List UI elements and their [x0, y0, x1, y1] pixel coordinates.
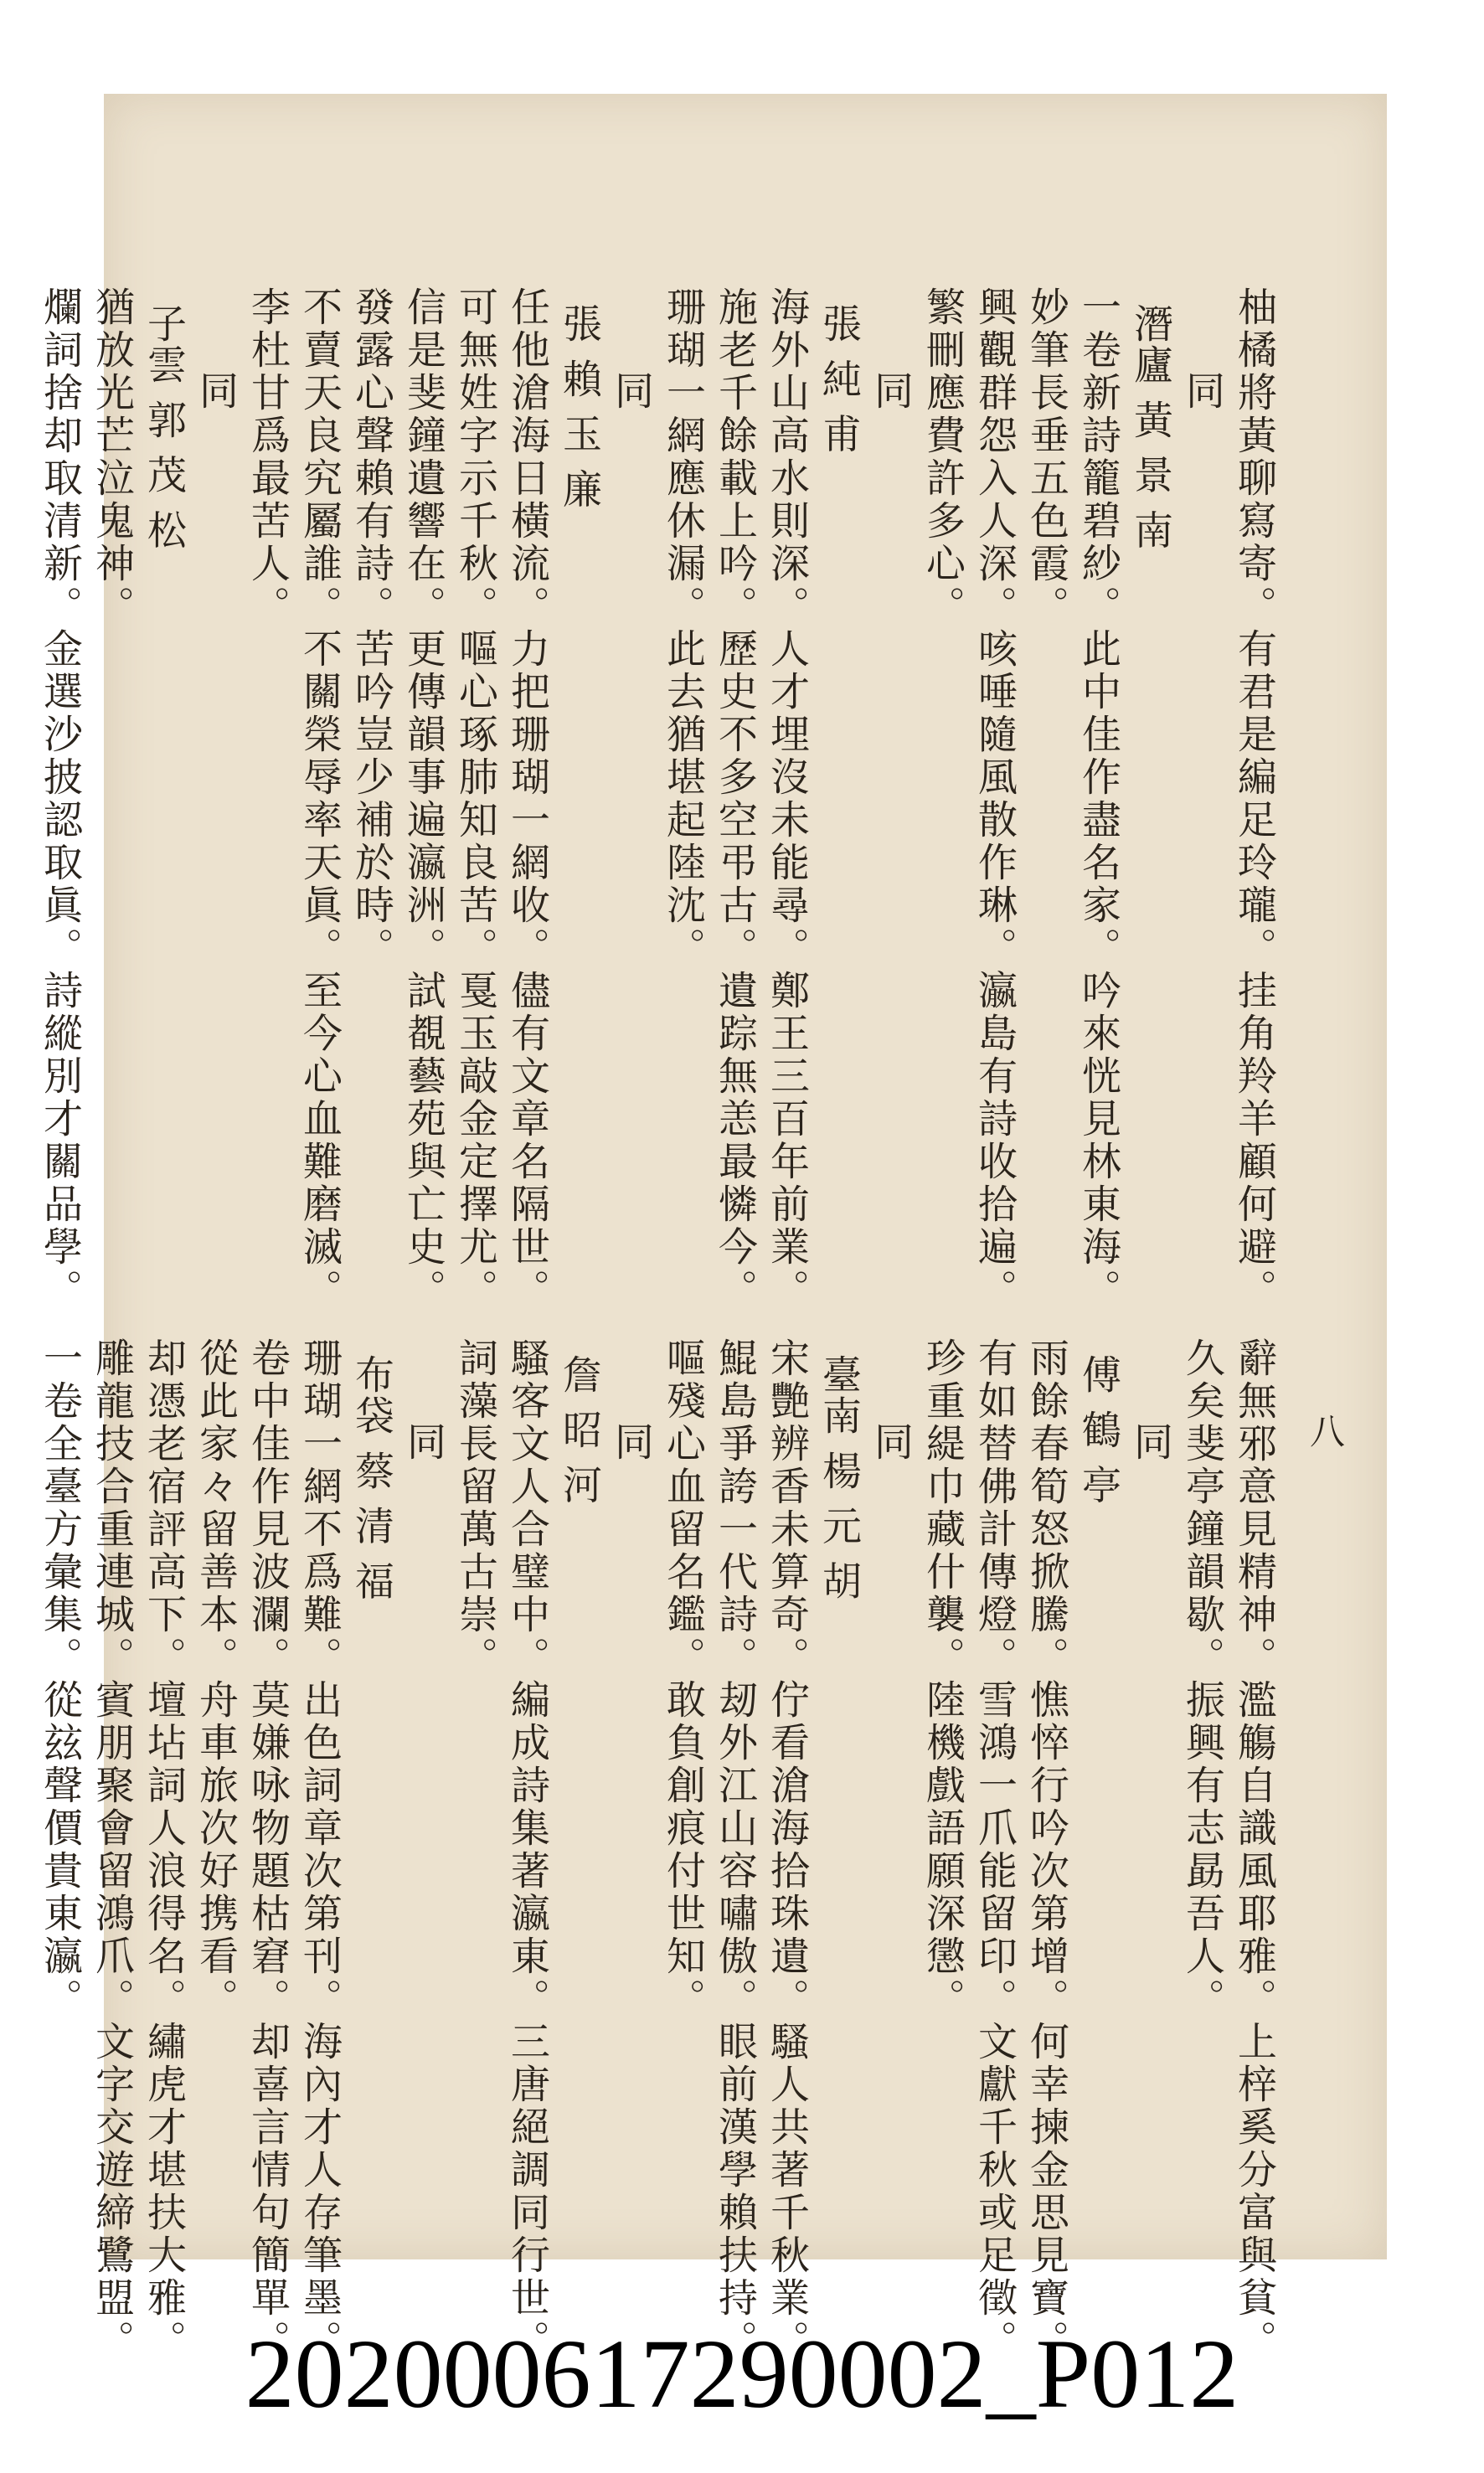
heading-column: 同 [868, 370, 914, 411]
verse-column: 雨餘春筍怒掀騰。憔悴行吟次第增。何幸揀金思見寶。 [1023, 1337, 1069, 2362]
author-column: 張 純 甫 [816, 303, 862, 455]
heading-column: 同 [1127, 1421, 1173, 1462]
verse-column: 鯤島爭誇一代詩。刼外江山容嘯傲。眼前漢學賴扶持。 [712, 1337, 758, 2362]
verse-column: 卷中佳作見波瀾。莫嫌咏物題枯窘。却喜言情句簡單。 [245, 1337, 291, 2362]
verse-column: 嘔殘心血留名鑑。敢負創痕付世知。 [660, 1337, 706, 2021]
verse-column: 珍重緹巾藏什襲。陸機戲語願深懲。 [920, 1337, 966, 2021]
author-column: 詹 昭 河 [556, 1354, 602, 1506]
verse-column: 任他滄海日橫流。力把珊瑚一網收。儘有文章名隔世。 [504, 286, 550, 1311]
heading-column: 同 [608, 370, 654, 411]
author-column: 臺南 楊 元 胡 [816, 1354, 862, 1602]
verse-column: 信是斐鐘遺響在。更傳韻事遍瀛洲。試覩藝苑與亡史。 [400, 286, 446, 1311]
verse-column: 施老千餘載上吟。歷史不多空弔古。遺踪無恙最憐今。 [712, 286, 758, 1311]
verse-column: 有如替佛計傳燈。雪鴻一爪能留印。文獻千秋或足徵。 [971, 1337, 1018, 2362]
author-column: 潛廬 黃 景 南 [1127, 303, 1173, 551]
verse-column: 可無姓字示千秋。嘔心琢肺知良苦。戛玉敲金定擇尤。 [452, 286, 498, 1311]
verse-column: 從此家々留善本。舟車旅次好携看。 [193, 1337, 239, 2021]
verse-column: 詞藻長留萬古崇。 [452, 1337, 498, 1679]
verse-column: 興觀群怨入人深。咳唾隨風散作琳。瀛島有詩收拾遍。 [971, 286, 1018, 1311]
scanned-page [37, 94, 1387, 2362]
verse-column: 一卷全臺方彙集。從玆聲價貴東瀛。 [37, 1337, 83, 2021]
verse-column: 妙筆長垂五色霞。 [1023, 286, 1069, 628]
bottom-text-block [37, 1337, 1277, 2362]
verse-column: 騷客文人合璧中。編成詩集著瀛東。三唐絕調同行世。 [504, 1337, 550, 2362]
verse-column: 久矣斐亭鐘韻歇。振興有志勗吾人。 [1179, 1337, 1225, 2021]
page-number: 八 [1305, 1413, 1346, 1448]
verse-column: 雕龍技合重連城。賓朋聚會留鴻爪。文字交遊締鷺盟。 [89, 1337, 135, 2362]
heading-column: 同 [1179, 370, 1225, 411]
author-column: 張 賴 玉 廉 [556, 303, 602, 510]
image-caption: 202000617290002_P012 [245, 2319, 1239, 2429]
verse-column: 珊瑚一網不爲難。出色詞章次第刊。海內才人存筆墨。 [296, 1337, 343, 2362]
verse-column: 海外山高水則深。人才埋沒未能尋。鄭王三百年前業。 [764, 286, 810, 1311]
verse-column: 爛詞捨却取清新。金選沙披認取眞。詩縱別才關品學。 [37, 286, 83, 1311]
verse-column: 不賣天良究屬誰。不關榮辱率天眞。至今心血難磨滅。 [296, 286, 343, 1311]
heading-column: 同 [608, 1421, 654, 1462]
verse-column: 宋艷辨香未算奇。佇看滄海拾珠遺。騷人共著千秋業。 [764, 1337, 810, 2362]
verse-column: 繁刪應費許多心。 [920, 286, 966, 628]
verse-column: 辭無邪意見精神。濫觴自識風耶雅。上梓奚分富與貧。 [1231, 1337, 1277, 2362]
author-column: 布袋 蔡 清 福 [348, 1354, 394, 1602]
heading-column: 同 [868, 1421, 914, 1462]
top-text-block [37, 286, 1277, 1311]
verse-column: 猶放光芒泣鬼神。 [89, 286, 135, 628]
heading-column: 同 [193, 370, 239, 411]
verse-column: 却憑老宿評高下。壇坫詞人浪得名。繡虎才堪扶大雅。 [141, 1337, 187, 2362]
heading-column: 同 [400, 1421, 446, 1462]
verse-column: 一卷新詩籠碧紗。此中佳作盡名家。吟來恍見林東海。 [1075, 286, 1121, 1311]
author-column: 傅 鶴 亭 [1075, 1354, 1121, 1506]
verse-column: 柚橘將黃聊寫寄。有君是編足玲瓏。挂角羚羊顧何避。 [1231, 286, 1277, 1311]
verse-column: 李杜甘爲最苦人。 [245, 286, 291, 628]
verse-column: 發露心聲賴有詩。苦吟豈少補於時。 [348, 286, 394, 970]
verse-column: 珊瑚一網應休漏。此去猶堪起陸沈。 [660, 286, 706, 970]
author-column: 子雲 郭 茂 松 [141, 303, 187, 551]
